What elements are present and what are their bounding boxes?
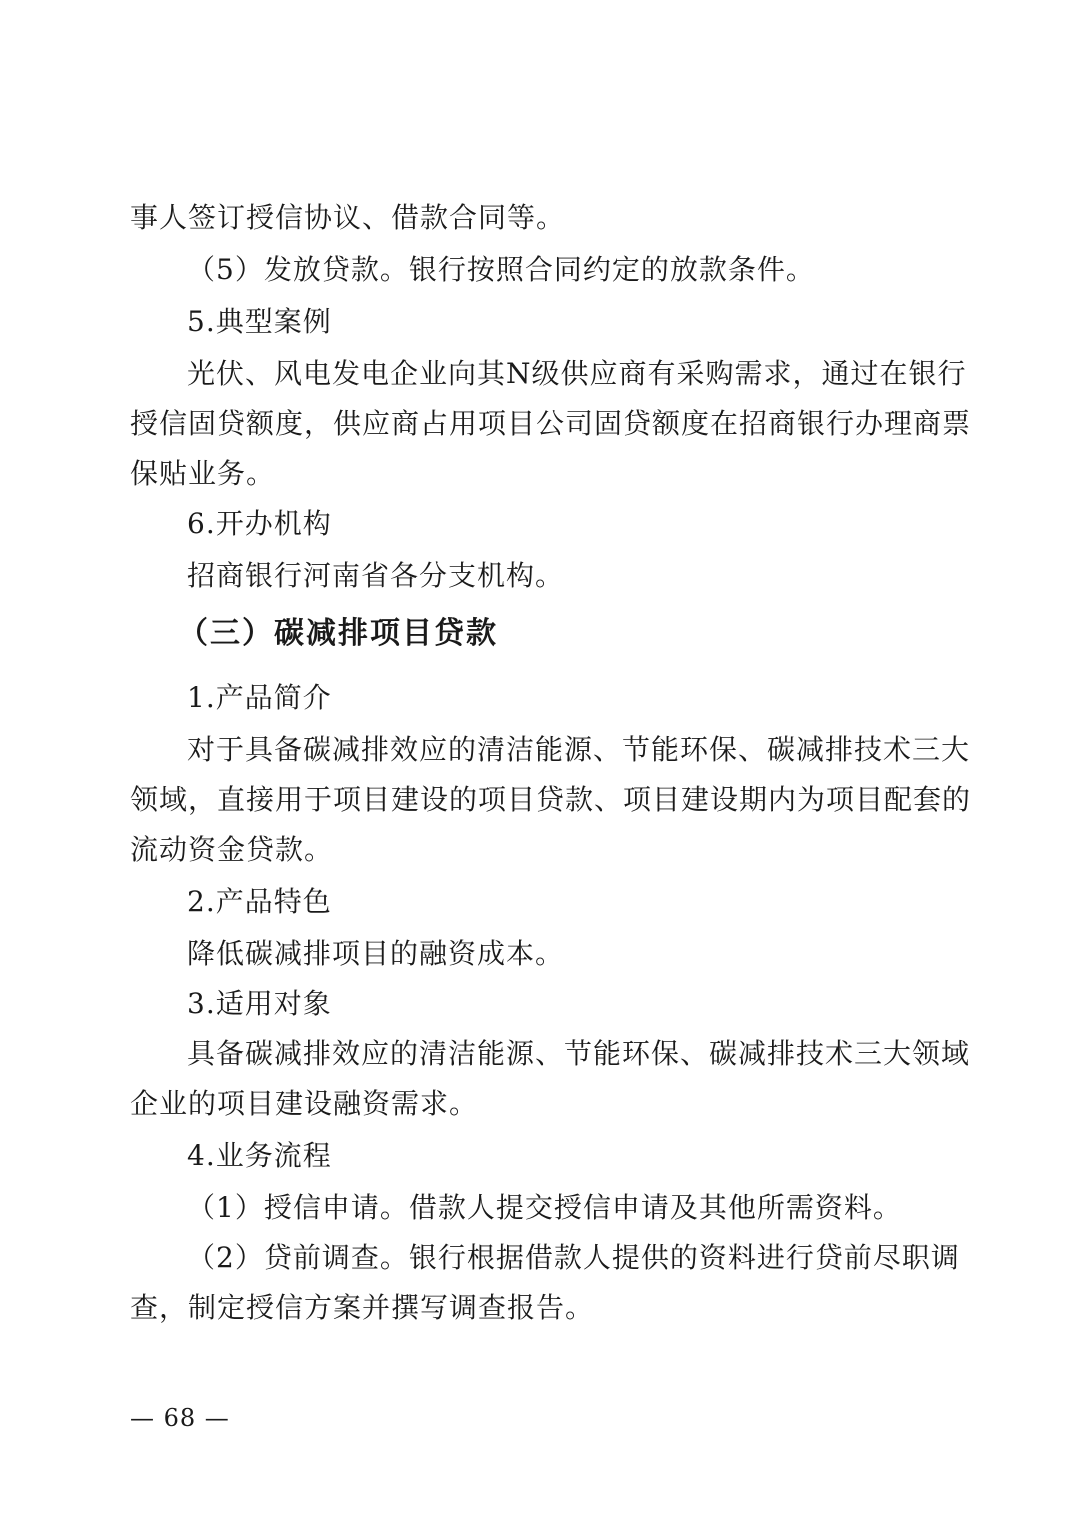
paragraph-line: 企业的项目建设融资需求。 xyxy=(130,1087,479,1120)
section-label: 5.典型案例 xyxy=(187,305,332,338)
section-label: 1.产品简介 xyxy=(187,681,332,714)
section-label: 2.产品特色 xyxy=(187,885,332,918)
page-number: — 68 — xyxy=(130,1404,230,1432)
paragraph-line: 对于具备碳减排效应的清洁能源、节能环保、碳减排技术三大 xyxy=(187,733,971,766)
paragraph-line: 光伏、风电发电企业向其N级供应商有采购需求，通过在银行 xyxy=(187,357,967,390)
paragraph-line: 流动资金贷款。 xyxy=(130,833,334,866)
paragraph-line: 保贴业务。 xyxy=(130,457,276,490)
section-label: 4.业务流程 xyxy=(187,1139,332,1172)
paragraph-line: 领域，直接用于项目建设的项目贷款、项目建设期内为项目配套的 xyxy=(130,783,972,816)
section-label: 3.适用对象 xyxy=(187,987,332,1020)
paragraph-line: 授信固贷额度，供应商占用项目公司固贷额度在招商银行办理商票 xyxy=(130,407,972,440)
paragraph-line: （2）贷前调查。银行根据借款人提供的资料进行贷前尽职调 xyxy=(187,1241,960,1274)
paragraph-line: 招商银行河南省各分支机构。 xyxy=(187,559,565,592)
paragraph-line: 降低碳减排项目的融资成本。 xyxy=(187,937,565,970)
paragraph-line: 具备碳减排效应的清洁能源、节能环保、碳减排技术三大领域 xyxy=(187,1037,971,1070)
paragraph-line: （1）授信申请。借款人提交授信申请及其他所需资料。 xyxy=(187,1191,902,1224)
paragraph-line: 查，制定授信方案并撰写调查报告。 xyxy=(130,1291,595,1324)
section-label: 6.开办机构 xyxy=(187,507,332,540)
section-heading: （三）碳减排项目贷款 xyxy=(178,616,498,651)
paragraph-line: （5）发放贷款。银行按照合同约定的放款条件。 xyxy=(187,253,815,286)
paragraph-line: 事人签订授信协议、借款合同等。 xyxy=(130,201,566,234)
